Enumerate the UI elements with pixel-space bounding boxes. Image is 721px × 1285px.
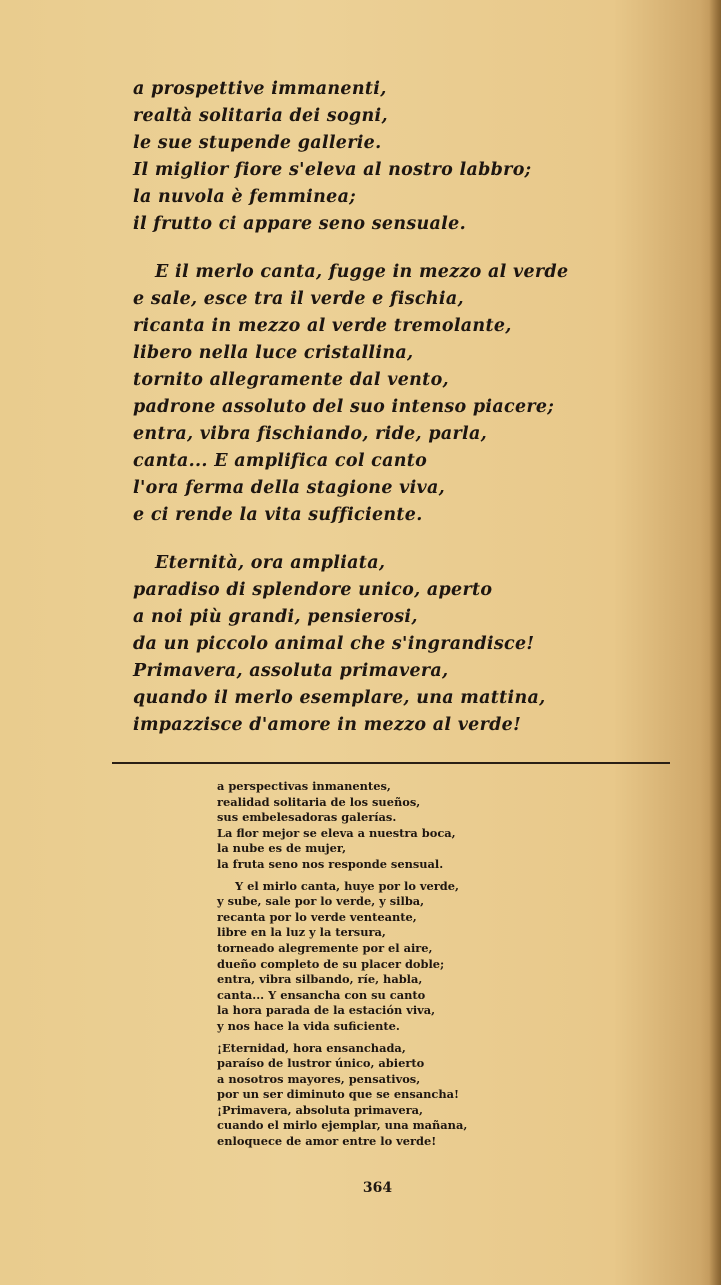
translation-line: dueño completo de su placer doble;: [217, 956, 445, 971]
page-number-container: [0, 1180, 721, 1196]
poem-line: impazzisce d'amore in mezzo al verde!: [133, 715, 522, 735]
poem-line: tornito allegramente dal vento,: [133, 370, 449, 390]
page-number: 364: [362, 1180, 393, 1196]
poem-line: e ci rende la vita sufficiente.: [133, 505, 423, 525]
poem-line: Primavera, assoluta primavera,: [133, 661, 449, 681]
poem-line: E il merlo canta, fugge in mezzo al verde: [155, 262, 569, 282]
stanza-gap: [133, 238, 603, 259]
translation-line: ¡Primavera, absoluta primavera,: [217, 1102, 424, 1117]
translation-line: por un ser diminuto que se ensancha!: [217, 1087, 460, 1102]
translation-line: entra, vibra silbando, ríe, habla,: [217, 972, 423, 987]
translation-line: sus embelesadoras galerías.: [217, 810, 397, 825]
translation-line: a perspectivas inmanentes,: [217, 779, 391, 793]
poem-line: e sale, esce tra il verde e fischia,: [133, 289, 464, 309]
translation-line: realidad solitaria de los sueños,: [217, 794, 421, 809]
translation-line: ¡Eternidad, hora ensanchada,: [217, 1040, 406, 1055]
poem-line: entra, vibra fischiando, ride, parla,: [133, 424, 487, 444]
poem-line: libero nella luce cristallina,: [133, 343, 414, 363]
translation-line: la fruta seno nos responde sensual.: [217, 856, 444, 871]
spanish-translation: [217, 779, 517, 1150]
poem-line: padrone assoluto del suo intenso piacere;: [133, 397, 555, 417]
translation-line: paraíso de lustror único, abierto: [217, 1056, 425, 1071]
translation-line: canta... Y ensancha con su canto: [217, 987, 426, 1002]
poem-line: a prospettive immanenti,: [133, 79, 387, 99]
translation-line: recanta por lo verde venteante,: [217, 909, 417, 924]
poem-line: a noi più grandi, pensierosi,: [133, 607, 418, 627]
translation-line: enloquece de amor entre lo verde!: [217, 1134, 437, 1149]
translation-line: La flor mejor se eleva a nuestra boca,: [217, 825, 456, 840]
translation-line: Y el mirlo canta, huye por lo verde,: [235, 878, 459, 893]
translation-line: y sube, sale por lo verde, y silba,: [217, 894, 425, 909]
poem-line: Eternità, ora ampliata,: [155, 553, 386, 573]
poem-line: la nuvola è femminea;: [133, 187, 356, 207]
footnote-divider: [112, 762, 670, 764]
poem-line: quando il merlo esemplare, una mattina,: [133, 688, 546, 708]
italian-poem: [133, 76, 603, 739]
translation-line: y nos hace la vida suficiente.: [217, 1018, 400, 1033]
translation-line: la hora parada de la estación viva,: [217, 1003, 436, 1018]
poem-line: da un piccolo animal che s'ingrandisce!: [133, 634, 535, 654]
poem-line: il frutto ci appare seno sensuale.: [133, 214, 466, 234]
translation-line: cuando el mirlo ejemplar, una mañana,: [217, 1118, 468, 1133]
poem-line: le sue stupende gallerie.: [133, 133, 382, 153]
translation-line: libre en la luz y la tersura,: [217, 925, 386, 940]
poem-line: l'ora ferma della stagione viva,: [133, 478, 446, 498]
translation-line: torneado alegremente por el aire,: [217, 940, 433, 955]
poem-line: canta... E amplifica col canto: [133, 451, 428, 471]
translation-line: la nube es de mujer,: [217, 841, 347, 856]
poem-line: realtà solitaria dei sogni,: [133, 106, 388, 126]
poem-line: Il miglior fiore s'eleva al nostro labbro;: [133, 160, 532, 180]
poem-line: ricanta in mezzo al verde tremolante,: [133, 316, 512, 336]
poem-line: paradiso di splendore unico, aperto: [133, 580, 493, 600]
translation-line: a nosotros mayores, pensativos,: [217, 1071, 421, 1086]
stanza-gap: [133, 529, 603, 550]
